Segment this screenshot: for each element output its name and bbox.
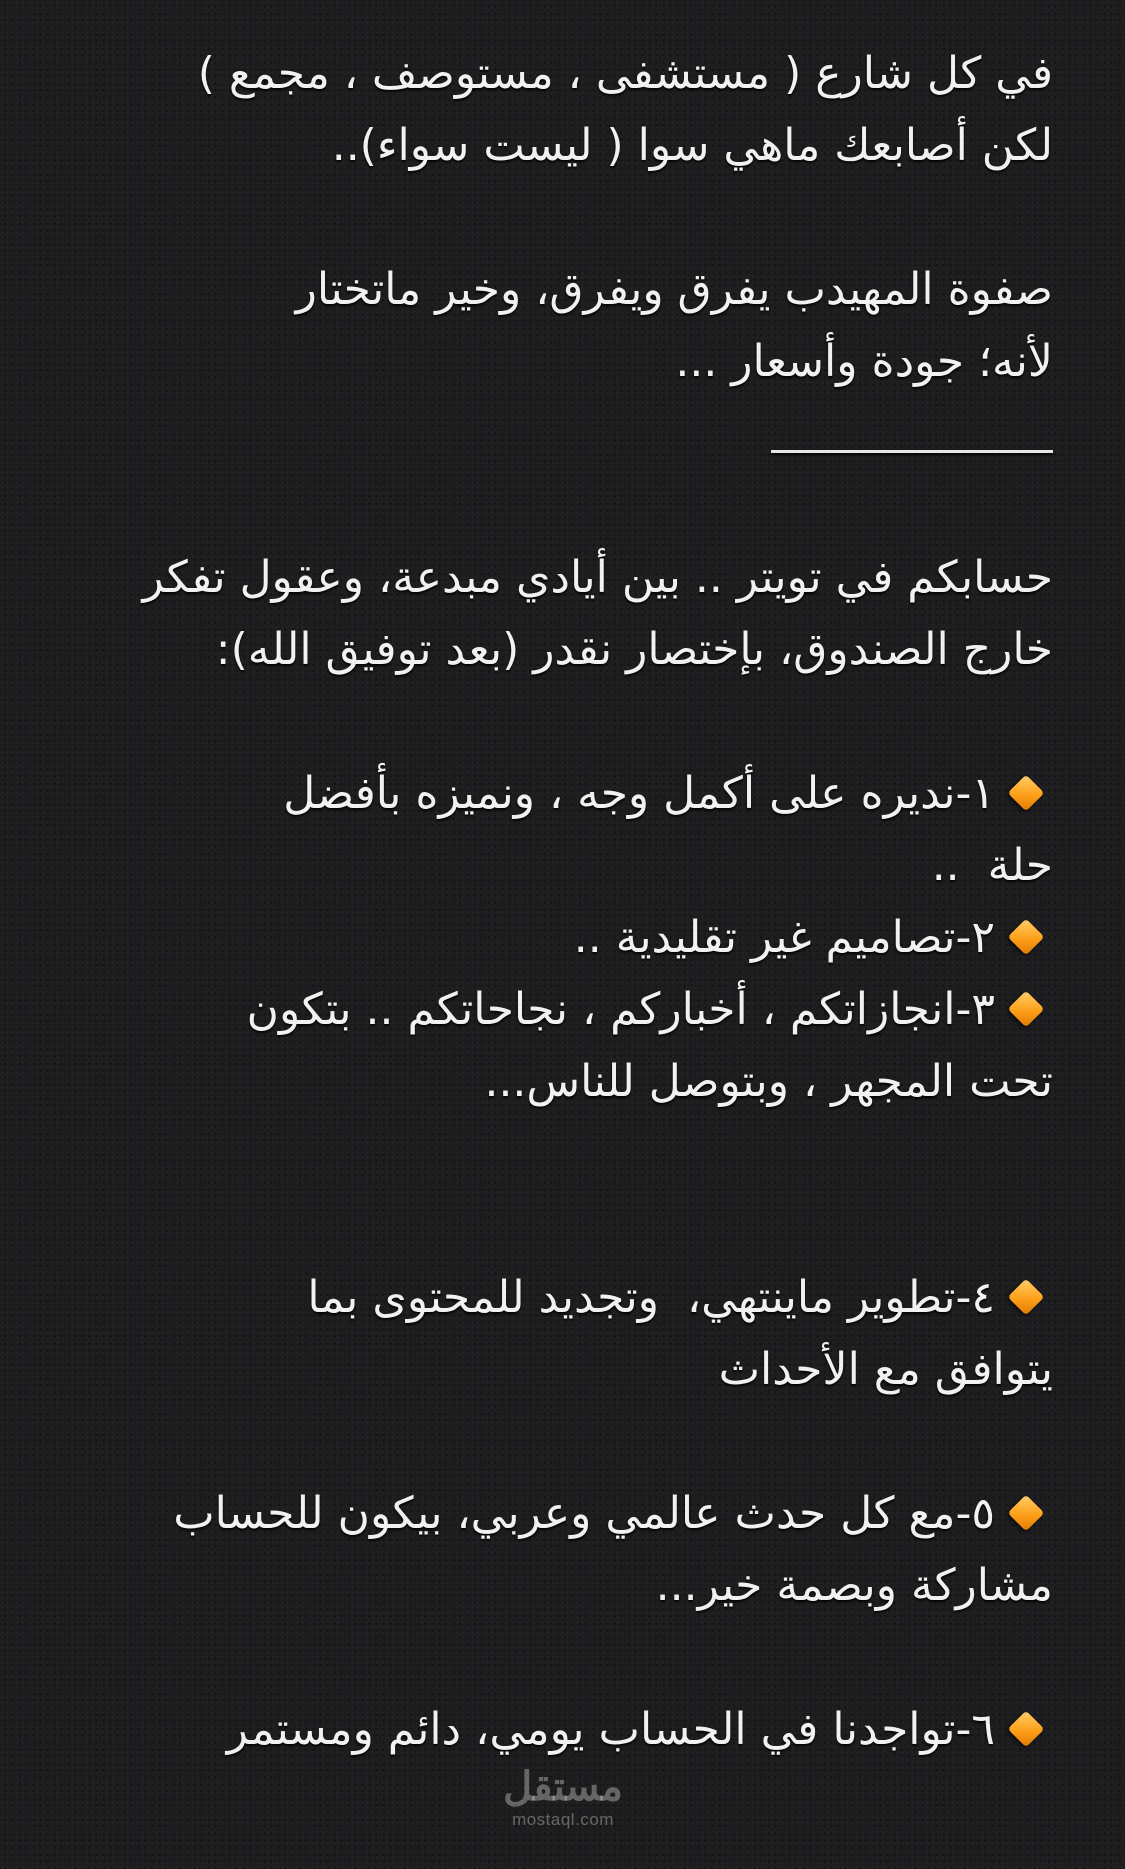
blank-line xyxy=(53,1190,1053,1262)
note-line: لأنه؛ جودة وأسعار ... xyxy=(675,336,1053,387)
orange-diamond-icon xyxy=(1008,775,1045,812)
divider-line xyxy=(771,450,1053,453)
orange-diamond-icon xyxy=(1008,1279,1045,1316)
note-line: يتوافق مع الأحداث xyxy=(718,1344,1053,1395)
orange-diamond-icon xyxy=(1008,1495,1045,1532)
list-item xyxy=(53,902,1053,974)
list-item xyxy=(53,1478,1053,1550)
note-line: لكن أصابعك ماهي سوا ( ليست سواء).. xyxy=(331,120,1053,171)
blank-line xyxy=(53,470,1053,542)
list-item xyxy=(53,974,1053,1046)
watermark-logo-text: مستقل xyxy=(503,1765,623,1809)
orange-diamond-icon xyxy=(1008,919,1045,956)
note-line: تحت المجهر ، وبتوصل للناس... xyxy=(484,1056,1053,1107)
blank-line xyxy=(53,1406,1053,1478)
blank-line xyxy=(53,1118,1053,1190)
list-item xyxy=(53,1694,1053,1766)
note-body xyxy=(53,38,1053,1766)
note-line: خارج الصندوق، بإختصار نقدر (بعد توفيق الله): xyxy=(215,624,1053,675)
list-item-text: ٥-مع كل حدث عالمي وعربي، بيكون للحساب xyxy=(173,1488,995,1539)
list-item-text: ١-نديره على أكمل وجه ، ونميزه بأفضل xyxy=(283,768,995,819)
list-item xyxy=(53,758,1053,830)
list-item-text: ٦-تواجدنا في الحساب يومي، دائم ومستمر xyxy=(226,1704,995,1755)
orange-diamond-icon xyxy=(1008,1711,1045,1748)
blank-line xyxy=(53,182,1053,254)
watermark-logo xyxy=(488,1764,638,1830)
list-item-text: ٢-تصاميم غير تقليدية .. xyxy=(573,912,995,963)
orange-diamond-icon xyxy=(1008,991,1045,1028)
note-line: في كل شارع ( مستشفى ، مستوصف ، مجمع ) xyxy=(197,48,1053,99)
list-item xyxy=(53,1262,1053,1334)
blank-line xyxy=(53,686,1053,758)
list-item-text: ٣-انجازاتكم ، أخباركم ، نجاحاتكم .. بتكون xyxy=(246,984,995,1035)
note-line: حلة .. xyxy=(931,840,1053,891)
blank-line xyxy=(53,1622,1053,1694)
note-line: صفوة المهيدب يفرق ويفرق، وخير ماتختار xyxy=(295,264,1053,315)
note-line: مشاركة وبصمة خير... xyxy=(655,1560,1053,1611)
note-line: حسابكم في تويتر .. بين أيادي مبدعة، وعقول تفكر xyxy=(142,552,1053,603)
watermark-domain: mostaql.com xyxy=(512,1810,614,1829)
list-item-text: ٤-تطوير ماينتهي، وتجديد للمحتوى بما xyxy=(307,1272,995,1323)
